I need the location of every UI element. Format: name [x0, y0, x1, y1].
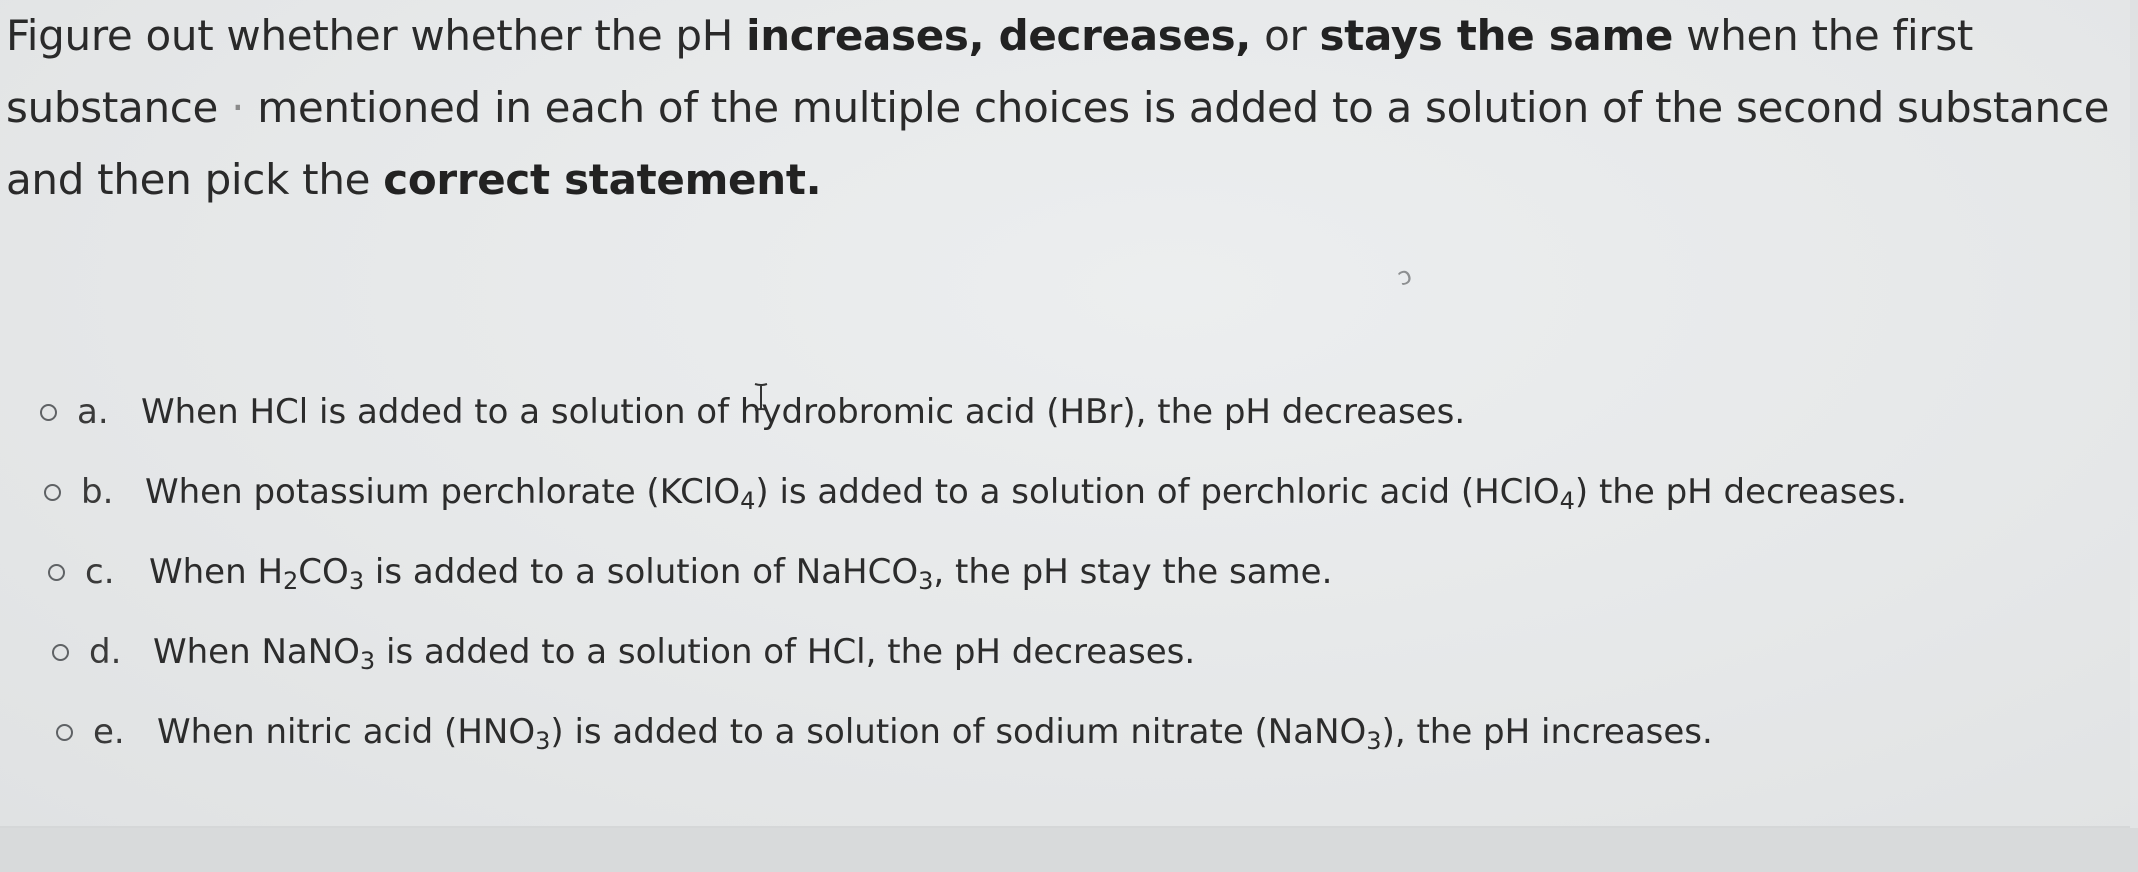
question-trail: · [218, 83, 245, 132]
option-text-part: When nitric acid (HNO [157, 712, 536, 752]
radio-unselected-icon[interactable] [48, 564, 65, 581]
option-text [149, 552, 1333, 595]
radio-unselected-icon[interactable] [52, 644, 69, 661]
option-subscript: 3 [918, 567, 934, 595]
option-subscript: 3 [1366, 727, 1382, 755]
radio-unselected-icon[interactable] [44, 484, 61, 501]
option-d[interactable] [52, 632, 1196, 675]
option-text [153, 632, 1196, 675]
option-text-part: When potassium perchlorate (KClO [145, 472, 741, 512]
option-text-part: is added to a solution of HCl, the pH decreases. [375, 632, 1196, 672]
option-text-part: ), the pH increases. [1381, 712, 1713, 752]
option-subscript: 3 [359, 647, 376, 675]
option-e[interactable] [56, 712, 1713, 755]
radio-unselected-icon[interactable] [40, 404, 57, 421]
option-a[interactable] [40, 392, 1465, 432]
footer-strip [0, 828, 2138, 872]
option-letter: e. [93, 712, 125, 752]
question-bold-same: stays the same [1319, 11, 1674, 60]
option-text-part: ) is added to a solution of sodium nitrate (NaNO [550, 712, 1367, 752]
question-text [6, 0, 2116, 216]
option-text-part: When NaNO [153, 632, 360, 672]
question-seg3: when the first substance [6, 11, 1974, 132]
option-subscript: 3 [535, 727, 551, 755]
question-seg4: mentioned in each of the multiple choices is added to a solution of the second substance and then pick the [6, 83, 2110, 204]
option-letter: a. [77, 392, 109, 432]
option-text [145, 472, 1907, 515]
question-bold-correct: correct statement. [383, 155, 822, 204]
option-subscript: 4 [740, 487, 756, 515]
option-text-part: ) is added to a solution of perchloric acid (HClO [755, 472, 1560, 512]
option-c[interactable] [48, 552, 1333, 595]
option-letter: b. [81, 472, 114, 512]
option-text [157, 712, 1713, 755]
option-text-part: is added to a solution of NaHCO [364, 552, 919, 592]
option-text-part: When H [149, 552, 284, 592]
option-subscript: 2 [283, 567, 299, 595]
option-letter: c. [85, 552, 115, 592]
question-seg1: Figure out whether whether the pH [6, 11, 747, 60]
stray-mark-icon: ↄ [1393, 260, 1416, 292]
question-seg2: or [1251, 11, 1320, 60]
question-bold-increases: increases, decreases, [746, 11, 1252, 60]
option-b[interactable] [44, 472, 1907, 515]
option-subscript: 4 [1559, 487, 1575, 515]
option-letter: d. [89, 632, 122, 672]
option-text-part: CO [298, 552, 349, 592]
option-text-part: ) the pH decreases. [1574, 472, 1907, 512]
option-text-part: , the pH stay the same. [933, 552, 1333, 592]
option-text: When HCl is added to a solution of hydrobromic acid (HBr), the pH decreases. [141, 392, 1466, 432]
radio-unselected-icon[interactable] [56, 724, 73, 741]
option-subscript: 3 [348, 567, 365, 595]
